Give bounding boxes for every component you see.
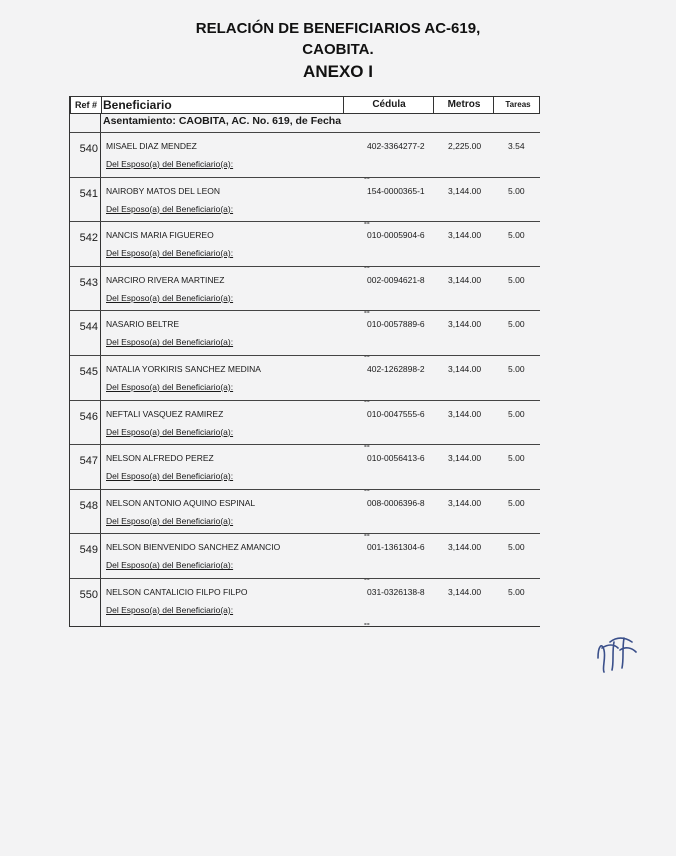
spouse-label: Del Esposo(a) del Beneficiario(a):	[106, 159, 234, 169]
cedula-value: 008-0006396-8	[367, 497, 425, 508]
table-row	[70, 177, 540, 222]
row-ref-number: 550	[79, 589, 98, 601]
tareas-value: 5.00	[508, 319, 525, 330]
cedula-value: 001-1361304-6	[367, 542, 425, 553]
row-ref-number: 547	[79, 455, 98, 468]
row-separator	[70, 132, 540, 133]
cedula-value: 010-0047555-6	[367, 408, 425, 419]
row-ref-number: 549	[79, 544, 98, 557]
table-row	[70, 578, 540, 628]
column-header-beneficiario: Beneficiario	[103, 98, 172, 112]
row-separator	[70, 489, 540, 490]
tareas-value: 5.00	[508, 453, 525, 464]
beneficiary-name: NELSON ALFREDO PEREZ	[106, 453, 214, 464]
row-separator	[70, 355, 540, 356]
beneficiary-name: NARCIRO RIVERA MARTINEZ	[106, 274, 225, 285]
spouse-label: Del Esposo(a) del Beneficiario(a):	[106, 560, 234, 571]
tareas-value: 5.00	[508, 274, 525, 285]
metros-value: 3,144.00	[448, 408, 482, 419]
beneficiary-name: NELSON ANTONIO AQUINO ESPINAL	[106, 497, 256, 508]
row-separator	[70, 578, 540, 579]
table-row	[70, 444, 540, 489]
tareas-value: 5.00	[508, 230, 525, 241]
table-row	[70, 489, 540, 534]
column-header-ref: Ref #	[71, 97, 102, 113]
cedula-value: 010-0057889-6	[367, 319, 425, 330]
metros-value: 3,144.00	[448, 319, 482, 330]
spouse-label: Del Esposo(a) del Beneficiario(a):	[106, 471, 234, 482]
row-separator	[70, 221, 540, 222]
column-header-metros: Metros	[433, 97, 494, 113]
beneficiary-name: MISAEL DIAZ MENDEZ	[106, 141, 197, 151]
signature-initials	[592, 628, 642, 676]
row-ref-number: 548	[79, 499, 98, 512]
beneficiary-name: NATALIA YORKIRIS SANCHEZ MEDINA	[106, 364, 261, 374]
row-ref-number: 545	[79, 366, 98, 378]
tareas-value: 5.00	[508, 185, 525, 196]
row-separator	[70, 266, 540, 267]
cedula-value: 154-0000365-1	[367, 185, 425, 196]
table-row	[70, 355, 540, 400]
table-row	[70, 221, 540, 266]
metros-value: 3,144.00	[448, 542, 482, 553]
metros-value: 3,144.00	[448, 185, 482, 196]
metros-value: 3,144.00	[448, 230, 482, 241]
row-ref-number: 542	[79, 232, 98, 245]
beneficiary-name: NEFTALI VASQUEZ RAMIREZ	[106, 408, 224, 419]
metros-value: 3,144.00	[448, 497, 482, 508]
tareas-value: 5.00	[508, 364, 525, 374]
row-separator	[70, 533, 540, 534]
spouse-label: Del Esposo(a) del Beneficiario(a):	[106, 337, 234, 348]
cedula-value: 010-0005904-6	[367, 230, 425, 241]
spouse-label: Del Esposo(a) del Beneficiario(a):	[106, 292, 234, 303]
row-separator	[70, 310, 540, 311]
table-header	[70, 96, 540, 114]
tareas-value: 5.00	[508, 497, 525, 508]
tareas-value: 5.00	[508, 408, 525, 419]
beneficiaries-table	[69, 96, 540, 627]
document-title-line-1: RELACIÓN DE BENEFICIARIOS AC-619,	[195, 20, 481, 37]
spouse-value: --	[364, 618, 370, 628]
spouse-label: Del Esposo(a) del Beneficiario(a):	[106, 248, 234, 259]
column-header-cedula: Cédula	[343, 97, 434, 113]
beneficiary-name: NELSON CANTALICIO FILPO FILPO	[106, 587, 248, 597]
metros-value: 3,144.00	[448, 274, 482, 285]
metros-value: 3,144.00	[448, 453, 482, 464]
cedula-value: 031-0326138-8	[367, 587, 425, 597]
metros-value: 2,225.00	[448, 141, 482, 151]
beneficiary-name: NASARIO BELTRE	[106, 319, 180, 330]
metros-value: 3,144.00	[448, 587, 482, 597]
table-row	[70, 533, 540, 578]
tareas-value: 3.54	[508, 141, 525, 151]
beneficiary-name: NAIROBY MATOS DEL LEON	[106, 185, 220, 196]
spouse-label: Del Esposo(a) del Beneficiario(a):	[106, 605, 234, 615]
row-ref-number: 543	[79, 276, 98, 289]
tareas-value: 5.00	[508, 587, 525, 597]
spouse-label: Del Esposo(a) del Beneficiario(a):	[106, 515, 234, 526]
cedula-value: 002-0094621-8	[367, 274, 425, 285]
metros-value: 3,144.00	[448, 364, 482, 374]
row-ref-number: 540	[79, 143, 98, 155]
cedula-value: 402-3364277-2	[367, 141, 425, 151]
table-row	[70, 400, 540, 445]
row-separator	[70, 177, 540, 178]
row-ref-number: 541	[79, 187, 98, 200]
cedula-value: 010-0056413-6	[367, 453, 425, 464]
row-separator	[70, 400, 540, 401]
table-row	[70, 266, 540, 311]
spouse-label: Del Esposo(a) del Beneficiario(a):	[106, 203, 234, 214]
cedula-value: 402-1262898-2	[367, 364, 425, 374]
row-ref-number: 544	[79, 321, 98, 334]
document-title-line-2: CAOBITA.	[302, 41, 374, 58]
row-separator	[70, 444, 540, 445]
beneficiary-name: NANCIS MARIA FIGUEREO	[106, 230, 214, 241]
tareas-value: 5.00	[508, 542, 525, 553]
asentamiento-heading: Asentamiento: CAOBITA, AC. No. 619, de Fecha	[103, 115, 342, 127]
table-row	[70, 132, 540, 177]
spouse-label: Del Esposo(a) del Beneficiario(a):	[106, 382, 234, 392]
beneficiary-name: NELSON BIENVENIDO SANCHEZ AMANCIO	[106, 542, 281, 553]
row-ref-number: 546	[79, 410, 98, 423]
spouse-label: Del Esposo(a) del Beneficiario(a):	[106, 426, 234, 437]
document-title-annex: ANEXO I	[303, 62, 373, 81]
table-row	[70, 310, 540, 355]
column-header-tareas: Tareas	[493, 97, 542, 113]
